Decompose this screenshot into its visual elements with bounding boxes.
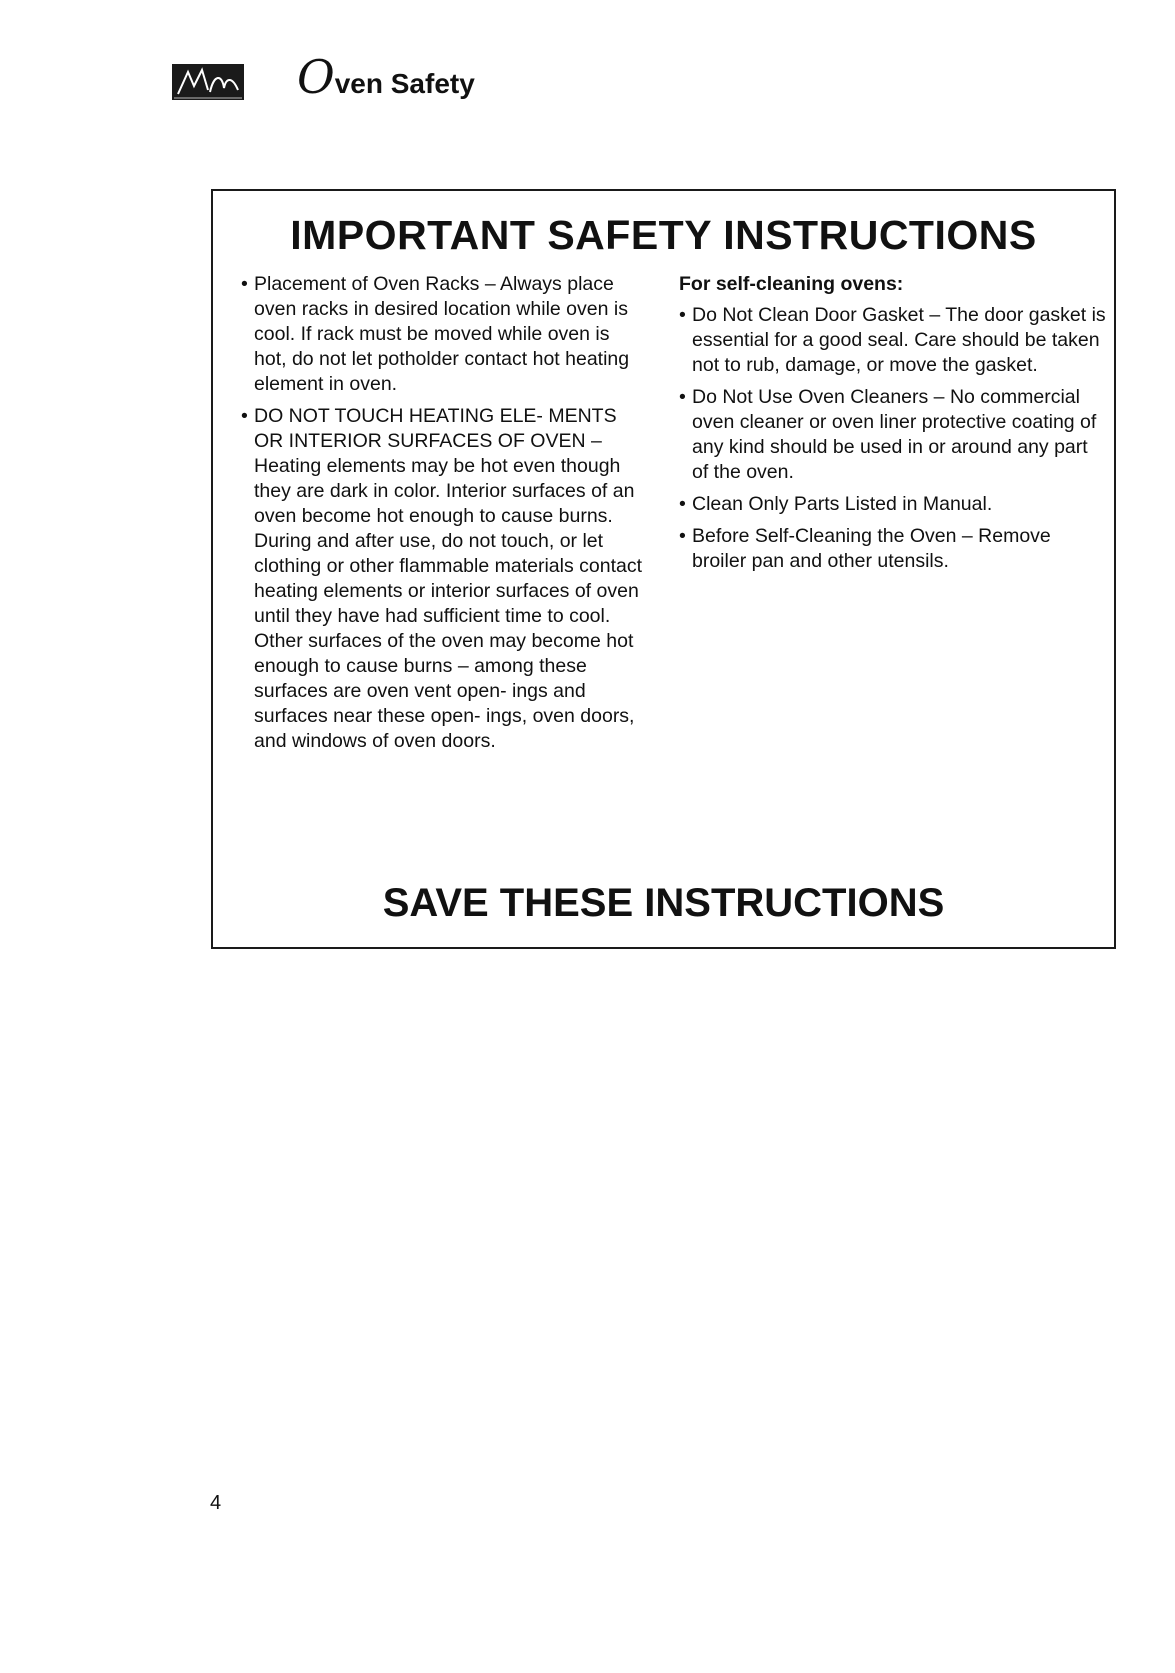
bullet-icon: • [679,493,686,515]
page-title [297,50,475,104]
save-instructions-footer: SAVE THESE INSTRUCTIONS [382,881,945,925]
list-item-text: Before Self-Cleaning the Oven – Remove broiler pan and other utensils. [692,525,1051,572]
list-item [679,385,1109,485]
list-item-text: DO NOT TOUCH HEATING ELE- MENTS OR INTERIOR SURFACES OF OVEN – Heating elements may be hot even though they are dark in color. Interior surfaces of an oven become hot enough to cause burns. During and after use, do not touch, or let clothing or other flammable materials contact heating elements or interior surfaces of oven until they have had sufficient time to cool. Other surfaces of the oven may become hot enough to cause burns – among these surfaces are oven vent open- ings and surfaces near these open- ings, oven doors, and windows of oven doors. [254,405,643,752]
safety-instructions-box [211,189,1116,949]
bullet-icon: • [241,405,248,427]
right-column [679,272,1109,581]
list-item-text: Clean Only Parts Listed in Manual. [692,493,993,515]
brand-logo-icon [172,64,244,100]
list-item-text: Do Not Use Oven Cleaners – No commercial oven cleaner or oven liner protective coating of any kind should be used in or around any part of the oven. [692,386,1097,483]
bullet-icon: • [679,525,686,547]
list-item [241,404,646,754]
page-title-initial: O [297,50,335,104]
page-number: 4 [210,1492,222,1514]
list-item-text: Placement of Oven Racks – Always place oven racks in desired location while oven is cool. If rack must be moved while oven is hot, do not let potholder contact hot heating element in oven. [254,273,630,395]
safety-heading: IMPORTANT SAFETY INSTRUCTIONS [290,212,1037,258]
list-item [679,524,1109,574]
self-cleaning-subheading: For self-cleaning ovens: [679,273,904,295]
page-title-rest: ven Safety [334,68,475,99]
list-item [679,492,1109,517]
bullet-icon: • [241,273,248,295]
left-column [241,272,646,761]
bullet-icon: • [679,386,686,408]
list-item-text: Do Not Clean Door Gasket – The door gasket is essential for a good seal. Care should be taken not to rub, damage, or move the gasket. [692,304,1106,376]
list-item [241,272,646,397]
bullet-icon: • [679,304,686,326]
list-item [679,303,1109,378]
